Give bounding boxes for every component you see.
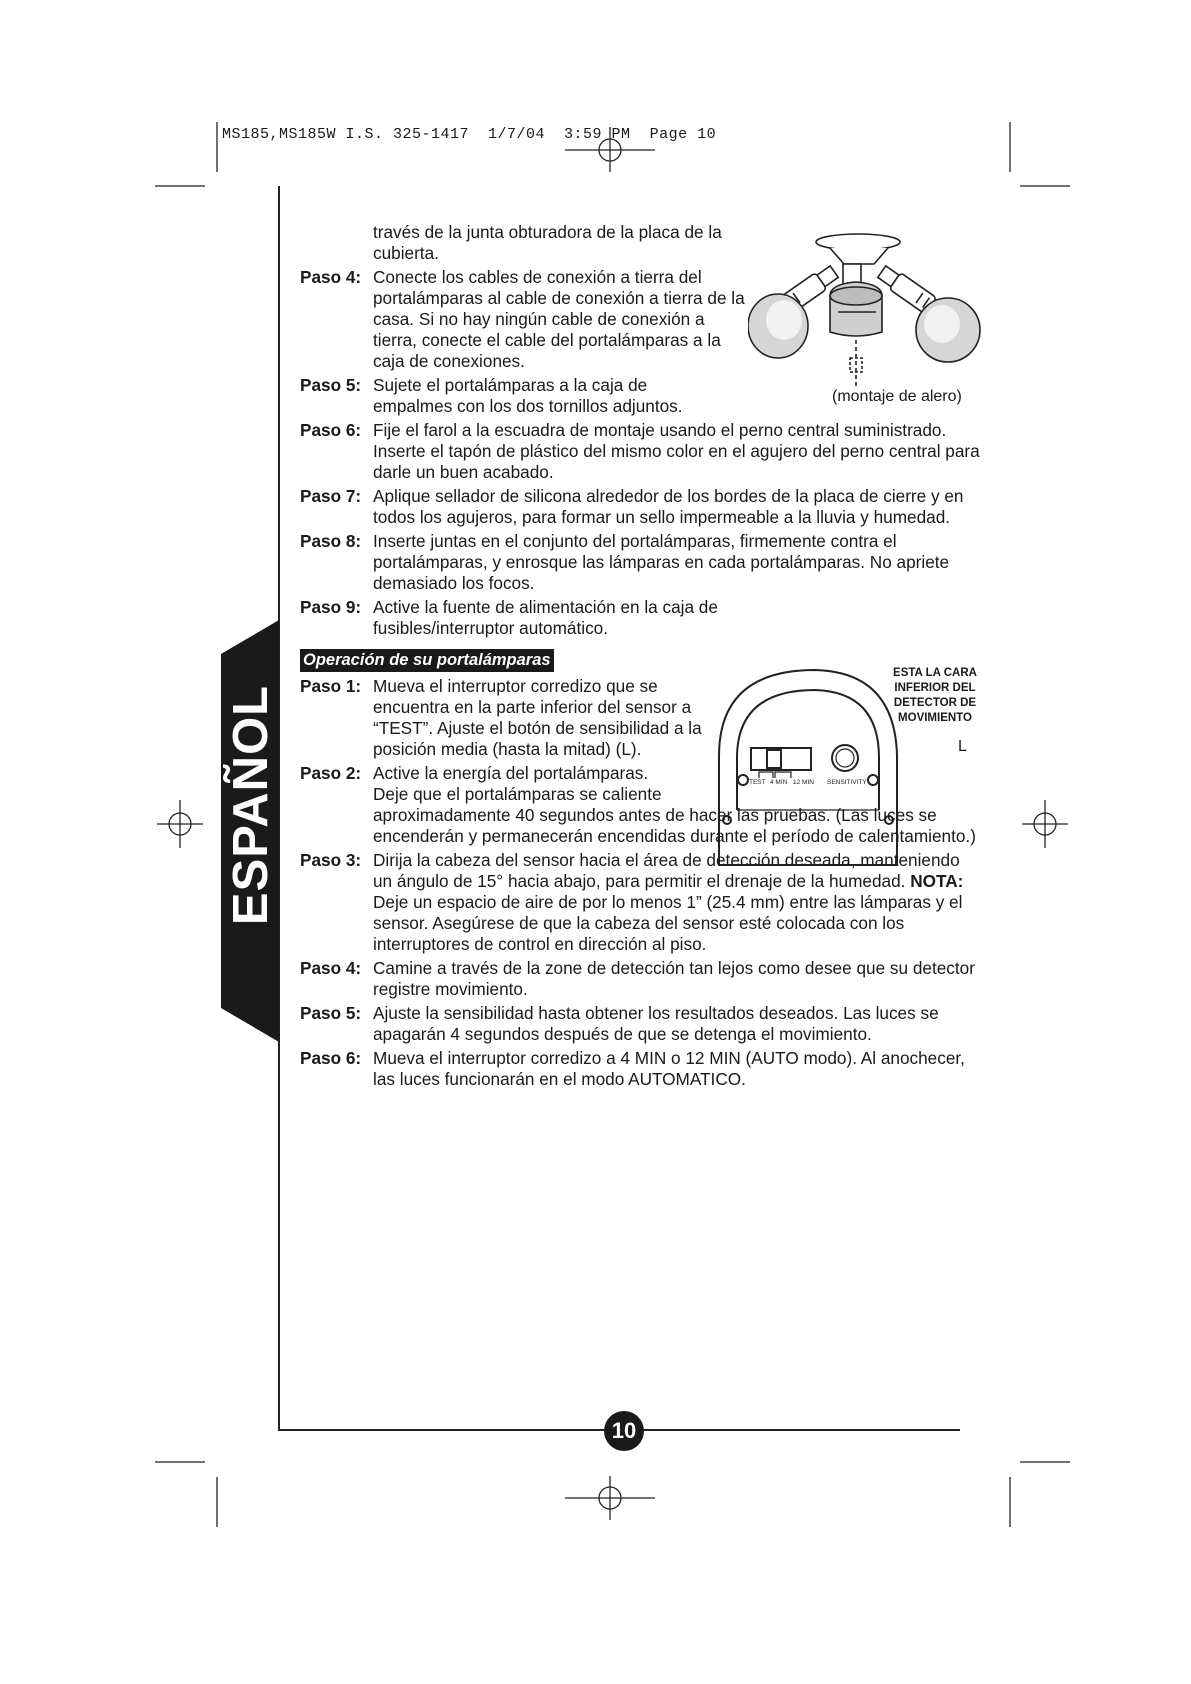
install-step: Paso 6: Fije el farol a la escuadra de montaje usando el perno central suministrado. Inserte el tapón de plástico del mismo color en el agujero del perno central para darle un buen acabado.	[300, 420, 980, 482]
operation-step: Paso 4: Camine a través de la zone de detección tan lejos como desee que su detector registre movimiento.	[300, 958, 975, 999]
slug-line: MS185,MS185W I.S. 325-1417 1/7/04 3:59 PM Page 10	[222, 126, 717, 143]
knob-label-sensitivity: SENSITIVITY	[827, 779, 867, 786]
section-heading: Operación de su portalámparas	[300, 649, 554, 672]
install-step: Paso 7: Aplique sellador de silicona alrededor de los bordes de la placa de cierre y en todos los agujeros, para formar un sello impermeable a la lluvia y humedad.	[300, 486, 964, 527]
install-step: Paso 5: Sujete el portalámparas a la caja de empalmes con los dos tornillos adjuntos.	[300, 375, 683, 416]
operation-step: Paso 2: Active la energía del portalámparas. Deje que el portalámparas se caliente aproximadamente 40 segundos antes de hacer las pruebas. (Las luces se encenderán y permanecerán encendidas durante el período de calentamiento.)	[300, 763, 976, 846]
operation-step: Paso 5: Ajuste la sensibilidad hasta obtener los resultados deseados. Las luces se apagarán 4 segundos después de que se detenga el movimiento.	[300, 1003, 939, 1044]
operation-step: Paso 1: Mueva el interruptor corredizo que se encuentra en la parte inferior del sensor a “TEST”. Ajuste el botón de sensibilidad a la posición media (hasta la mitad) (L).	[300, 676, 702, 759]
instructions-body	[300, 222, 980, 1093]
switch-label-4min: 4 MIN	[770, 779, 788, 786]
install-step: Paso 9: Active la fuente de alimentación en la caja de fusibles/interruptor automático.	[300, 597, 718, 638]
switch-label-test: TEST	[749, 779, 766, 786]
page-number: 10	[604, 1411, 644, 1451]
sensor-callout-l: L	[958, 738, 967, 755]
operation-step: Paso 6: Mueva el interruptor corredizo a 4 MIN o 12 MIN (AUTO modo). Al anochecer, las luces funcionarán en el modo AUTOMATICO.	[300, 1048, 965, 1089]
switch-label-12min: 12 MIN	[793, 779, 814, 786]
eave-mount-caption: (montaje de alero)	[832, 388, 962, 405]
side-tab-label: ESPAÑOL	[224, 684, 278, 926]
operation-step: Paso 3: Dirija la cabeza del sensor hacia el área de detección deseada, manteniendo un ángulo de 15° hacia abajo, para permitir el drenaje de la humedad. NOTA: Deje un espacio de aire de por lo menos 1” (25.4 mm) entre las lámparas y el sensor. Asegúrese de que la cabeza del sensor esté colocada con los interruptores de control en dirección al piso.	[300, 850, 964, 954]
install-step: Paso 4: Conecte los cables de conexión a tierra del portalámparas al cable de conexión a tierra de la casa. Si no hay ningún cable de conexión a tierra, conecte el cable del portalámparas a la caja de conexiones.	[300, 267, 745, 371]
sensor-diagram-caption: ESTA LA CARA INFERIOR DEL DETECTOR DE MOVIMIENTO	[893, 667, 977, 724]
install-step: Paso 8: Inserte juntas en el conjunto del portalámparas, firmemente contra el portalámparas, y enrosque las lámparas en cada portalámparas. No apriete demasiado los focos.	[300, 531, 950, 593]
intro-paragraph: través de la junta obturadora de la placa de la cubierta.	[373, 222, 722, 263]
